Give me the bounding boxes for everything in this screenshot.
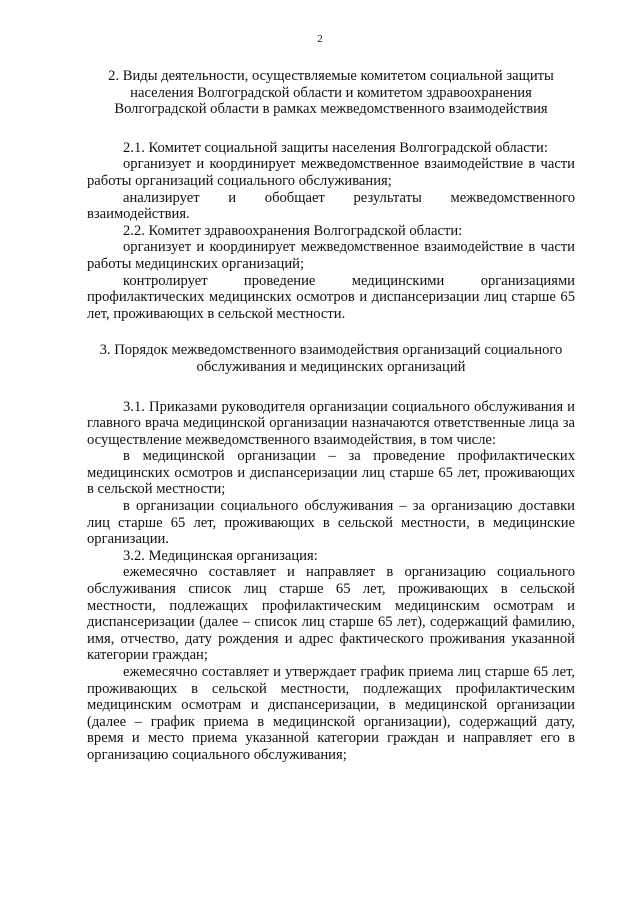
paragraph-3-2-list: ежемесячно составляет и направляет в организацию социального обслуживания список лиц старше 65 лет, проживающих в сельской местности, подлежащих профилактическим медицинским осмотрам и диспансеризации (далее – список лиц старше 65 лет), содержащий фамилию, имя, отчество, дату рождения и адрес фактического проживания указанной категории граждан;	[87, 564, 575, 664]
paragraph-2-2-control: контролирует проведение медицинскими организациями профилактических медицинских осмотров и диспансеризации лиц старше 65 лет, проживающих в сельской местности.	[87, 272, 575, 322]
paragraph-2-2-organize: организует и координирует межведомственное взаимодействие в части работы медицинских организаций;	[87, 239, 575, 272]
section-3-heading: 3. Порядок межведомственного взаимодействия организаций социального обслуживания и медицинских организаций	[99, 342, 563, 375]
paragraph-2-1-organize: организует и координирует межведомственное взаимодействие в части работы организаций социального обслуживания;	[87, 156, 575, 189]
paragraph-2-1: 2.1. Комитет социальной защиты населения Волгоградской области:	[123, 139, 548, 156]
paragraph-3-1-social: в организации социального обслуживания – за организацию доставки лиц старше 65 лет, проживающих в сельской местности, в медицинские организации.	[87, 498, 575, 548]
paragraph-3-1-medical: в медицинской организации – за проведение профилактических медицинских осмотров и диспансеризации лиц старше 65 лет, проживающих в сельской местности;	[87, 448, 575, 498]
section-2-heading: 2. Виды деятельности, осуществляемые комитетом социальной защиты населения Волгоградской области и комитетом здравоохранения Волгоградской области в рамках межведомственного взаимодействия	[108, 68, 554, 118]
paragraph-2-2: 2.2. Комитет здравоохранения Волгоградской области:	[123, 222, 463, 239]
page-number: 2	[317, 33, 323, 45]
paragraph-3-2-schedule: ежемесячно составляет и утверждает график приема лиц старше 65 лет, проживающих в сельской местности, подлежащих профилактическим медицинским осмотрам и диспансеризации, в медицинской организации (далее – график приема в медицинской организации), содержащий дату, время и место приема указанной категории граждан и направляет его в организацию социального обслуживания;	[87, 664, 575, 763]
paragraph-3-2: 3.2. Медицинская организация:	[123, 547, 318, 564]
document-body	[87, 68, 575, 764]
paragraph-3-1: 3.1. Приказами руководителя организации социального обслуживания и главного врача медицинской организации назначаются ответственные лица за осуществление межведомственного взаимодействия, в том числе:	[87, 398, 575, 448]
paragraph-2-1-analyze: анализирует и обобщает результаты межведомственного взаимодействия.	[87, 189, 575, 223]
